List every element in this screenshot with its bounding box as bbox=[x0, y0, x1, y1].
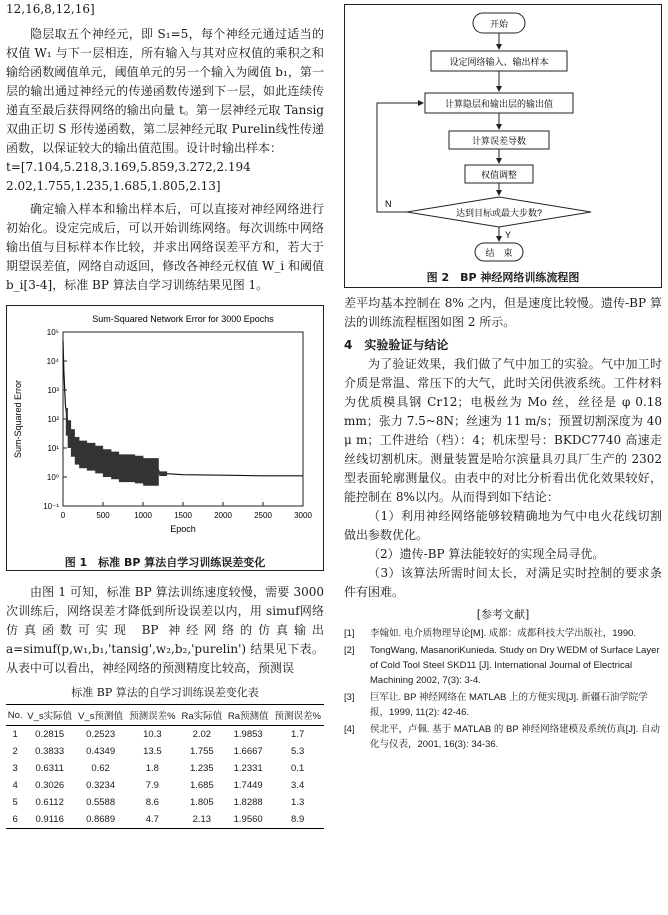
x-tick-label: 1000 bbox=[134, 511, 152, 520]
reference-item bbox=[344, 626, 662, 641]
paragraph-figure1-analysis: 由图 1 可知，标准 BP 算法训练速度较慢，需要 3000 次训练后，网络误差才降低到所设误差以内，用 simuf网络仿真函数可实现 BP 神经网络的仿真输出 a=simuf(p,w₁,b₁,'tansig',w₂,b₂,'purelin') 结果见下表。从表中可以看出，神经网络的预测精度比较高，预测误 bbox=[6, 585, 324, 675]
figure-1-box bbox=[6, 305, 324, 571]
x-tick-label: 0 bbox=[60, 511, 66, 520]
flow-decision-label: 达到目标或最大步数? bbox=[455, 208, 543, 218]
flow-step-weights-label: 权值调整 bbox=[480, 170, 518, 180]
table-cell: 2.13 bbox=[179, 811, 225, 829]
reference-item bbox=[344, 643, 662, 688]
table-cell: 1.685 bbox=[189, 780, 214, 791]
x-tick-label: 500 bbox=[96, 511, 110, 520]
table-cell: 0.3833 bbox=[35, 746, 65, 757]
table-cell: 0.3026 bbox=[35, 780, 65, 791]
table-cell: 4.7 bbox=[126, 811, 179, 829]
table-cell: 0.9116 bbox=[24, 811, 75, 829]
y-tick-label: 10² bbox=[47, 415, 59, 424]
table-cell: 0.62 bbox=[91, 763, 110, 774]
flow-step-input-label: 设定网络输入、输出样本 bbox=[449, 57, 549, 67]
y-tick-label: 10⁻¹ bbox=[43, 502, 59, 511]
y-tick-label: 10¹ bbox=[47, 444, 59, 453]
flowchart bbox=[345, 5, 661, 263]
table-row bbox=[6, 794, 324, 811]
table-cell: 6 bbox=[6, 811, 24, 829]
table-cell: 3 bbox=[12, 763, 18, 774]
conclusion-2: （2）遗传-BP 算法能较好的实现全局寻优。 bbox=[368, 547, 605, 561]
reference-item bbox=[344, 690, 662, 720]
table-cell: 0.5588 bbox=[86, 797, 116, 808]
y-tick-label: 10⁵ bbox=[46, 328, 59, 337]
y-tick-label: 10⁴ bbox=[46, 357, 59, 366]
table-header-cell: Ra预测值 bbox=[225, 705, 271, 726]
table-cell: 1.805 bbox=[189, 797, 214, 808]
conclusion-1: （1）利用神经网络能够较精确地为气中电火花线切割做出参数优化。 bbox=[344, 509, 662, 542]
flow-no-label: N bbox=[385, 199, 392, 209]
figure-2-box bbox=[344, 4, 662, 288]
figure-1-caption: 图 1 标准 BP 算法自学习训练误差变化 bbox=[64, 556, 266, 569]
table-row bbox=[6, 760, 324, 777]
conclusion-3: （3）该算法所需时间太长，对满足实时控制的要求条件有困难。 bbox=[344, 566, 662, 599]
reference-text: 李翰如. 电介质物理导论[M]. 成都：成都科技大学出版社，1990. bbox=[370, 628, 637, 639]
table-title: 标准 BP 算法的自学习训练误差变化表 bbox=[71, 686, 259, 699]
references-list bbox=[344, 626, 662, 752]
table-cell: 1.9853 bbox=[233, 729, 263, 740]
flow-step-derivative-label: 计算误差导数 bbox=[471, 136, 527, 146]
references-title: [参考文献] bbox=[476, 608, 530, 621]
table-cell: 1.755 bbox=[189, 746, 214, 757]
flow-yes-label: Y bbox=[505, 230, 512, 240]
table-row bbox=[6, 811, 324, 829]
flow-end-label: 结 束 bbox=[485, 248, 513, 258]
table-cell: 1.9560 bbox=[225, 811, 271, 829]
table-body bbox=[6, 726, 324, 829]
table-cell: 0.2523 bbox=[86, 729, 116, 740]
table-cell: 3.4 bbox=[291, 780, 305, 791]
reference-text: 侯北平，卢佩. 基于 MATLAB 的 BP 神经网络建模及系统仿真[J]. 自动化与仪表，2001, 16(3): 34-36. bbox=[370, 724, 660, 750]
table-cell: 10.3 bbox=[143, 729, 162, 740]
reference-number: [4] bbox=[344, 724, 355, 735]
table-row bbox=[6, 726, 324, 744]
table-cell: 0.4349 bbox=[86, 746, 116, 757]
x-tick-label: 1500 bbox=[174, 511, 192, 520]
section-title-experiment: 4 实验验证与结论 bbox=[344, 338, 449, 352]
flow-start-label: 开始 bbox=[489, 19, 509, 29]
x-axis-label: Epoch bbox=[170, 524, 196, 534]
reference-number: [3] bbox=[344, 692, 355, 703]
paragraph-error-control: 差平均基本控制在 8% 之内，但是速度比较慢。遗传-BP 算法的训练流程框图如图 2 所示。 bbox=[344, 296, 662, 329]
table-cell: 8.6 bbox=[145, 797, 159, 808]
x-tick-label: 2000 bbox=[214, 511, 232, 520]
table-header-cell: V_s实际值 bbox=[24, 705, 75, 726]
table-cell: 13.5 bbox=[143, 746, 162, 757]
table-row bbox=[6, 777, 324, 794]
table-cell: 0.1 bbox=[291, 763, 305, 774]
table-cell: 1.235 bbox=[189, 763, 214, 774]
reference-text: TongWang, MasanoriKunieda. Study on Dry WEDM of Surface Layer of Cold Tool Steel SKD11 [J]. International Journal of Electrical Machining 2002, 7(3): 3-4. bbox=[370, 645, 660, 686]
table-cell: 1.3 bbox=[291, 797, 305, 808]
table-header-row bbox=[6, 705, 324, 726]
reference-item bbox=[344, 722, 662, 752]
y-tick-label: 10³ bbox=[47, 386, 59, 395]
reference-text: 巨军让. BP 神经网络在 MATLAB 上的方便实现[J]. 新疆石油学院学报，1999, 11(2): 42-46. bbox=[370, 692, 648, 718]
table-header-cell: 预测误差% bbox=[126, 705, 179, 726]
table-header-cell: V_s预测值 bbox=[75, 705, 126, 726]
y-axis-label: Sum-Squared Error bbox=[13, 379, 23, 459]
table-cell: 5.3 bbox=[291, 746, 305, 757]
table-cell: 1 bbox=[12, 729, 18, 740]
results-table bbox=[6, 704, 324, 829]
x-tick-label: 2500 bbox=[254, 511, 272, 520]
left-column bbox=[6, 0, 324, 829]
table-header-cell: No. bbox=[6, 705, 24, 726]
table-cell: 8.9 bbox=[271, 811, 324, 829]
error-chart bbox=[7, 306, 323, 546]
paragraph-hidden-layer: 隐层取五个神经元，即 S₁=5，每个神经元通过适当的权值 W₁ 与下一层相连，所有输入与其对应权值的乘积之和输给函数阈值单元，阈值单元的另一个输入为阈值 b₁，第一层的输出通过神经元的传递函数传递到下一层，如此连续传递直至最后获得网络的输出向量 t。第一层神经元取 Tansig双曲正切 S 形传递函数，第二层神经元取 Purelin线性传递函数，以保证较大的输出值范围。设计时输出样本： bbox=[6, 27, 324, 155]
table-cell: 1.7449 bbox=[233, 780, 263, 791]
reference-number: [2] bbox=[344, 645, 355, 656]
table-cell: 1.8 bbox=[145, 763, 159, 774]
x-tick-label: 3000 bbox=[294, 511, 312, 520]
table-cell: 4 bbox=[12, 780, 18, 791]
y-tick-label: 10⁰ bbox=[46, 473, 59, 482]
table-cell: 0.3234 bbox=[86, 780, 116, 791]
table-cell: 1.7 bbox=[291, 729, 305, 740]
table-header-cell: Ra实际值 bbox=[179, 705, 225, 726]
table-cell: 0.6311 bbox=[35, 763, 64, 774]
figure-2-caption: 图 2 BP 神经网络训练流程图 bbox=[426, 271, 580, 284]
table-cell: 1.2331 bbox=[233, 763, 263, 774]
table-row bbox=[6, 743, 324, 760]
table-cell: 0.8689 bbox=[75, 811, 126, 829]
table-cell: 0.6112 bbox=[35, 797, 64, 808]
table-cell: 0.2815 bbox=[35, 729, 65, 740]
table-cell: 2 bbox=[12, 746, 18, 757]
reference-number: [1] bbox=[344, 628, 355, 639]
paragraph-output-sample: t=[7.104,5.218,3.169,5.859,3.272,2.194 2.02,1.755,1.235,1.685,1.805,2.13] bbox=[6, 160, 251, 193]
table-cell: 7.9 bbox=[145, 780, 159, 791]
plot-frame bbox=[63, 332, 303, 506]
table-cell: 1.6667 bbox=[233, 746, 263, 757]
right-column bbox=[344, 0, 662, 754]
text-line-top: 12,16,8,12,16] bbox=[6, 2, 95, 16]
chart-title: Sum-Squared Network Error for 3000 Epochs bbox=[92, 314, 274, 324]
table-cell: 1.8288 bbox=[233, 797, 263, 808]
error-noise-band bbox=[66, 408, 167, 486]
table-cell: 2.02 bbox=[192, 729, 212, 740]
flow-step-compute-label: 计算隐层和输出层的输出值 bbox=[444, 99, 554, 109]
paragraph-experiment: 为了验证效果，我们做了气中加工的实验。气中加工时介质是常温、常压下的大气，此时关闭供液系统。工件材料为优质模具钢 Cr12；电极丝为 Mo 丝，丝径是 φ 0.18 mm；张力 7.5~8N；丝速为 11 m/s；预置切割深度为 40 μ m；工件进给（档）：4；机床型号：BKDC7740 高速走丝线切割机床。测量装置是哈尔滨量具刃具厂生产的 2302 型表面轮廓测量仪。由表中的对比分析看出优化效果较好，能控制在 8%以内。从而得到如下结论： bbox=[344, 357, 662, 504]
table-header-cell: 预测误差% bbox=[271, 705, 324, 726]
paragraph-training: 确定输入样本和输出样本后，可以直接对神经网络进行初始化。设定完成后，可以开始训练网络。每次训练中网络输出值与目标样本作比较，并求出网络误差平方和，若大于期望误差值，网络自动返回，修改各神经元权值 W_i 和阈值 b_i[3-4]，标准 BP 算法自学习训练结果见图 1。 bbox=[6, 202, 324, 292]
table-cell: 5 bbox=[12, 797, 18, 808]
